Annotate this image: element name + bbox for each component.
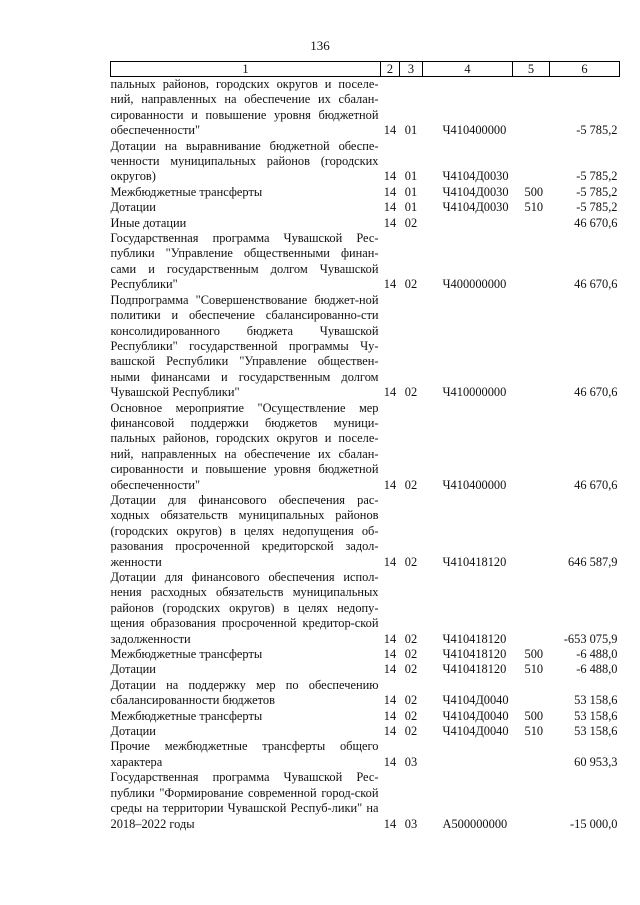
row-section: 14 <box>383 724 397 739</box>
row-target-article <box>423 216 513 231</box>
header-cell: 3 <box>400 62 423 77</box>
row-section: 14 <box>383 693 397 708</box>
row-name: Подпрограмма "Совершенствование бюджет-ной политики и обеспечение сбалансированно-сти консолидированного бюджета Чувашской Республики" государственной программы Чу-вашской Республики "Управление обществен-ными финансами и государственным долгом Чувашской Республики" <box>110 292 379 400</box>
row-section: 14 <box>383 385 397 400</box>
table-row <box>111 77 620 139</box>
table-row <box>111 200 620 215</box>
row-amount: 46 670,6 <box>574 215 618 230</box>
table-row <box>111 493 620 570</box>
row-subsection: 01 <box>404 200 418 215</box>
row-name: Дотации на выравнивание бюджетной обеспе-ченности муниципальных районов (городских округов) <box>110 138 379 184</box>
row-section: 14 <box>383 184 397 199</box>
row-section: 14 <box>383 169 397 184</box>
row-subsection: 02 <box>404 477 418 492</box>
row-expense-type <box>513 216 550 231</box>
row-expense-type: 500 <box>524 708 544 723</box>
row-expense-type <box>513 293 550 401</box>
table-row <box>111 185 620 200</box>
row-section: 14 <box>383 477 397 492</box>
table-row <box>111 139 620 185</box>
row-name: Дотации <box>110 662 156 677</box>
table-row <box>111 401 620 493</box>
row-subsection: 02 <box>404 647 418 662</box>
page-number: 136 <box>310 38 330 53</box>
row-subsection: 02 <box>404 708 418 723</box>
table-row <box>111 647 620 662</box>
row-expense-type: 500 <box>524 647 544 662</box>
header-cell: 1 <box>111 62 381 77</box>
row-amount: 53 158,6 <box>574 693 618 708</box>
row-target-article: Ч4104Д0030 <box>442 169 509 184</box>
row-name: Дотации <box>110 724 156 739</box>
row-name: Государственная программа Чувашской Рес-публики "Формирование современной город-ской среды на территории Чувашской Респуб-лики" на 2018–2022 годы <box>110 770 379 831</box>
row-section: 14 <box>383 662 397 677</box>
row-subsection: 02 <box>404 277 418 292</box>
row-subsection: 02 <box>404 631 418 646</box>
row-section: 14 <box>383 200 397 215</box>
header-cell: 2 <box>381 62 400 77</box>
row-amount: -5 785,2 <box>576 123 618 138</box>
row-amount: -15 000,0 <box>570 816 618 831</box>
row-name: Основное мероприятие "Осуществление мер финансовой поддержки бюджетов муници-пальных районов, городских округов и поселе-ний, направленных на обеспечение их сбалан-сированности и повышение уровня бюджетной обеспеченности" <box>110 400 379 492</box>
row-amount: -6 488,0 <box>576 647 618 662</box>
row-expense-type <box>513 493 550 570</box>
table-row <box>111 231 620 293</box>
row-amount: -5 785,2 <box>576 184 618 199</box>
row-target-article: Ч4104Д0040 <box>442 708 509 723</box>
row-name: Дотации для финансового обеспечения рас-ходных обязательств муниципальных районов (городских округов) в целях недопущения об-разования просроченной кредиторской задол-женности <box>110 492 379 569</box>
row-section: 14 <box>383 647 397 662</box>
row-target-article: Ч400000000 <box>442 277 507 292</box>
header-cell: 5 <box>513 62 550 77</box>
row-target-article: Ч4104Д0040 <box>442 693 509 708</box>
row-subsection: 02 <box>404 724 418 739</box>
row-target-article: Ч4104Д0030 <box>442 184 509 199</box>
row-subsection: 02 <box>404 662 418 677</box>
row-expense-type <box>513 231 550 293</box>
row-amount: 60 953,3 <box>574 754 618 769</box>
row-subsection: 02 <box>404 554 418 569</box>
row-target-article: Ч4104Д0030 <box>442 200 509 215</box>
row-name: Межбюджетные трансферты <box>110 184 263 199</box>
row-amount: 53 158,6 <box>574 708 618 723</box>
row-expense-type <box>513 77 550 139</box>
row-name: пальных районов, городских округов и поселе-ний, направленных на обеспечение их сбалан-сированности и повышение уровня бюджетной обеспеченности" <box>110 77 379 138</box>
table-row <box>111 293 620 401</box>
row-subsection: 02 <box>404 215 418 230</box>
row-expense-type <box>513 139 550 185</box>
table-row <box>111 709 620 724</box>
row-target-article: Ч410418120 <box>442 631 507 646</box>
row-expense-type: 510 <box>524 662 544 677</box>
row-amount: 46 670,6 <box>574 277 618 292</box>
row-target-article: А500000000 <box>442 816 508 831</box>
row-amount: 53 158,6 <box>574 724 618 739</box>
row-section: 14 <box>383 754 397 769</box>
table-row <box>111 770 620 832</box>
table-row <box>111 678 620 709</box>
table-row <box>111 570 620 647</box>
row-section: 14 <box>383 123 397 138</box>
row-expense-type <box>513 570 550 647</box>
table-row <box>111 662 620 677</box>
row-subsection: 02 <box>404 693 418 708</box>
row-target-article: Ч4104Д0040 <box>442 724 509 739</box>
row-expense-type <box>513 678 550 709</box>
row-target-article: Ч410418120 <box>442 662 507 677</box>
row-expense-type: 510 <box>524 200 544 215</box>
header-cell: 4 <box>423 62 513 77</box>
row-name: Межбюджетные трансферты <box>110 647 263 662</box>
row-subsection: 02 <box>404 385 418 400</box>
row-section: 14 <box>383 554 397 569</box>
row-target-article: Ч410418120 <box>442 554 507 569</box>
row-subsection: 03 <box>404 816 418 831</box>
row-name: Межбюджетные трансферты <box>110 708 263 723</box>
row-name: Иные дотации <box>110 215 187 230</box>
row-name: Прочие межбюджетные трансферты общего характера <box>110 739 379 769</box>
row-subsection: 01 <box>404 123 418 138</box>
row-target-article: Ч410400000 <box>442 123 507 138</box>
row-target-article: Ч410400000 <box>442 477 507 492</box>
row-subsection: 03 <box>404 754 418 769</box>
row-expense-type <box>513 401 550 493</box>
row-amount: -5 785,2 <box>576 169 618 184</box>
row-name: Государственная программа Чувашской Рес-публики "Управление общественными финан-сами и государственным долгом Чувашской Республики" <box>110 231 379 292</box>
row-name: Дотации на поддержку мер по обеспечению сбалансированности бюджетов <box>110 677 379 708</box>
row-amount: -6 488,0 <box>576 662 618 677</box>
row-amount: 646 587,9 <box>567 554 618 569</box>
row-section: 14 <box>383 631 397 646</box>
row-target-article <box>423 739 513 770</box>
row-expense-type <box>513 770 550 832</box>
row-amount: 46 670,6 <box>574 385 618 400</box>
row-amount: 46 670,6 <box>574 477 618 492</box>
table-row <box>111 216 620 231</box>
row-name: Дотации для финансового обеспечения испол-нения расходных обязательств муниципальных районов (городских округов) в целях недопу-щения образования просроченной кредитор-ской задолженности <box>110 570 379 646</box>
row-section: 14 <box>383 708 397 723</box>
header-row <box>111 62 620 77</box>
row-amount: -5 785,2 <box>576 200 618 215</box>
budget-table <box>110 61 620 832</box>
row-name: Дотации <box>110 200 156 215</box>
row-amount: -653 075,9 <box>563 631 618 646</box>
row-section: 14 <box>383 215 397 230</box>
row-expense-type: 510 <box>524 724 544 739</box>
row-subsection: 01 <box>404 184 418 199</box>
row-section: 14 <box>383 816 397 831</box>
table-row <box>111 724 620 739</box>
row-target-article: Ч410418120 <box>442 647 507 662</box>
table-row <box>111 739 620 770</box>
row-target-article: Ч410000000 <box>442 385 507 400</box>
row-expense-type: 500 <box>524 184 544 199</box>
row-section: 14 <box>383 277 397 292</box>
header-cell: 6 <box>550 62 620 77</box>
row-expense-type <box>513 739 550 770</box>
row-subsection: 01 <box>404 169 418 184</box>
